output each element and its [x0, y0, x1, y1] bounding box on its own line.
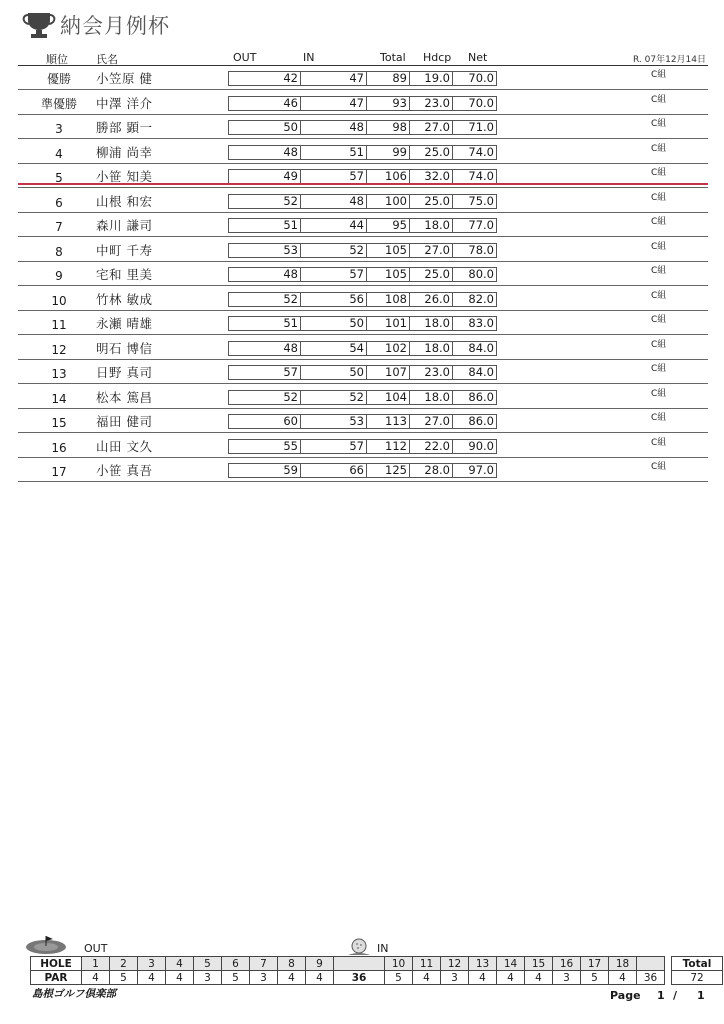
- net-score: 80.0: [468, 267, 494, 281]
- in-score: 48: [301, 195, 367, 208]
- header-name: 氏名: [96, 53, 118, 66]
- net-score: 71.0: [468, 120, 494, 134]
- score-box: [228, 292, 497, 307]
- total-score: 105: [367, 268, 410, 281]
- total-score: 108: [367, 293, 410, 306]
- score-box: [228, 145, 497, 160]
- group-label: C組: [651, 217, 667, 227]
- player-name: 山田 文久: [96, 438, 153, 454]
- hole-number: 16: [553, 957, 581, 971]
- in-score: 52: [301, 244, 367, 257]
- group-label: C組: [651, 168, 667, 178]
- net-score: 83.0: [468, 316, 494, 330]
- group-label: C組: [651, 241, 667, 252]
- par-value: 5: [222, 971, 250, 985]
- rank: 15: [51, 416, 67, 430]
- rank: 優勝: [46, 72, 71, 86]
- hole-number: 7: [250, 957, 278, 971]
- score-box: [228, 439, 497, 454]
- hole-number: 10: [385, 957, 413, 971]
- group-label: C組: [651, 266, 667, 276]
- page-separator: /: [673, 989, 678, 1002]
- in-score: 56: [301, 293, 367, 306]
- out-score: 52: [229, 195, 301, 208]
- par-value: 4: [82, 971, 110, 985]
- group-label: C組: [651, 70, 667, 80]
- net-score: 70.0: [468, 71, 494, 85]
- total-score: 101: [367, 317, 410, 330]
- in-score: 66: [301, 464, 367, 477]
- player-name: 柳浦 尚幸: [96, 144, 153, 160]
- table-row: [0, 458, 724, 482]
- group-label: C組: [651, 290, 667, 301]
- par-value: 4: [138, 971, 166, 985]
- par-value: 5: [385, 971, 413, 985]
- hole-number: 8: [278, 957, 306, 971]
- out-total-hole-cell: [334, 957, 385, 971]
- table-row: [0, 189, 724, 213]
- score-box: [228, 194, 497, 209]
- out-score: 57: [229, 366, 301, 379]
- player-name: 松本 篤昌: [96, 389, 153, 405]
- rank: 5: [55, 171, 63, 185]
- par-value: 4: [525, 971, 553, 985]
- hdcp-score: 22.0: [410, 440, 453, 453]
- in-score: 53: [301, 415, 367, 428]
- hdcp-score: 19.0: [410, 72, 453, 85]
- title-text: 納会月例杯: [60, 14, 170, 38]
- in-score: 52: [301, 391, 367, 404]
- group-label: C組: [651, 143, 667, 154]
- hole-number: 14: [497, 957, 525, 971]
- in-score: 50: [301, 366, 367, 379]
- par-value: 5: [110, 971, 138, 985]
- rank: 10: [51, 293, 67, 308]
- hdcp-score: 25.0: [410, 146, 453, 159]
- par-value: 3: [441, 971, 469, 985]
- score-box: [228, 414, 497, 429]
- row-divider: [18, 481, 708, 482]
- rank: 9: [55, 269, 63, 283]
- rank: 7: [55, 220, 63, 234]
- hdcp-score: 27.0: [410, 121, 453, 134]
- group-label: C組: [651, 364, 667, 374]
- table-row: [0, 238, 724, 262]
- table-row: [0, 287, 724, 311]
- hdcp-score: 27.0: [410, 244, 453, 257]
- hole-number: 5: [194, 957, 222, 971]
- par-value: 4: [306, 971, 334, 985]
- group-label: C組: [651, 94, 667, 105]
- gap-cell: [665, 971, 672, 985]
- score-box: [228, 365, 497, 380]
- score-box: [228, 341, 497, 356]
- group-label: C組: [651, 388, 667, 399]
- out-score: 60: [229, 415, 301, 428]
- out-score: 52: [229, 391, 301, 404]
- table-header: [0, 51, 724, 65]
- rank: 14: [51, 391, 67, 406]
- total-score: 100: [367, 195, 410, 208]
- group-label: C組: [651, 339, 667, 350]
- in-score: 50: [301, 317, 367, 330]
- table-row: [0, 336, 724, 360]
- score-box: [228, 243, 497, 258]
- in-score: 47: [301, 97, 367, 110]
- par-value: 4: [469, 971, 497, 985]
- out-score: 48: [229, 268, 301, 281]
- in-score: 48: [301, 121, 367, 134]
- hdcp-score: 25.0: [410, 268, 453, 281]
- net-score: 90.0: [468, 438, 494, 453]
- hdcp-score: 18.0: [410, 391, 453, 404]
- net-score: 74.0: [468, 144, 494, 159]
- page-total: 1: [697, 989, 705, 1002]
- hole-number: 15: [525, 957, 553, 971]
- header-rank: 順位: [46, 53, 68, 66]
- in-label: IN: [377, 942, 389, 955]
- total-score: 107: [367, 366, 410, 379]
- total-label: Total: [672, 957, 723, 971]
- document-title: [20, 10, 170, 40]
- total-score: 98: [367, 121, 410, 134]
- net-score: 84.0: [468, 340, 494, 355]
- page-label: Page: [610, 989, 641, 1002]
- net-score: 78.0: [468, 242, 494, 257]
- table-row: [0, 311, 724, 335]
- rank: 17: [51, 465, 67, 479]
- player-name: 明石 博信: [96, 340, 153, 356]
- hole-number: 12: [441, 957, 469, 971]
- out-score: 48: [229, 342, 301, 355]
- table-row: [0, 262, 724, 286]
- net-score: 75.0: [468, 193, 494, 208]
- hdcp-score: 18.0: [410, 219, 453, 232]
- player-name: 勝部 顕一: [96, 120, 153, 135]
- rank: 3: [55, 122, 63, 136]
- hdcp-score: 25.0: [410, 195, 453, 208]
- net-score: 82.0: [468, 291, 494, 306]
- par-row: [31, 971, 723, 985]
- group-label: C組: [651, 462, 667, 472]
- score-box: [228, 463, 497, 478]
- table-row: [0, 434, 724, 458]
- out-score: 51: [229, 219, 301, 232]
- total-score: 125: [367, 464, 410, 477]
- in-score: 54: [301, 342, 367, 355]
- rank: 16: [51, 440, 67, 455]
- rank: 11: [51, 318, 67, 332]
- net-score: 84.0: [468, 365, 494, 379]
- gap-cell: [665, 957, 672, 971]
- group-label: C組: [651, 119, 667, 129]
- net-score: 97.0: [468, 463, 494, 477]
- net-score: 86.0: [468, 414, 494, 428]
- player-name: 福田 健司: [96, 414, 153, 429]
- table-row: [0, 409, 724, 433]
- par-value: 4: [413, 971, 441, 985]
- par-value: 3: [553, 971, 581, 985]
- hole-number: 4: [166, 957, 194, 971]
- in-total-hole-cell: [637, 957, 665, 971]
- table-row: [0, 91, 724, 115]
- net-score: 77.0: [468, 218, 494, 232]
- hole-number: 1: [82, 957, 110, 971]
- par-value: 5: [581, 971, 609, 985]
- green-flag-icon: [24, 934, 68, 956]
- hole-label: HOLE: [31, 957, 82, 971]
- hole-number: 3: [138, 957, 166, 971]
- total-score: 95: [367, 219, 410, 232]
- net-score: 70.0: [468, 95, 494, 110]
- hdcp-score: 23.0: [410, 97, 453, 110]
- table-row: [0, 66, 724, 90]
- total-score: 106: [367, 170, 410, 183]
- out-score: 49: [229, 170, 301, 183]
- out-score: 59: [229, 464, 301, 477]
- score-box: [228, 120, 497, 135]
- hole-number: 9: [306, 957, 334, 971]
- player-name: 日野 真司: [96, 365, 153, 380]
- rank: 6: [55, 195, 63, 210]
- header-total: Total: [380, 51, 406, 64]
- total-score: 89: [367, 72, 410, 85]
- header-hdcp: Hdcp: [423, 51, 452, 64]
- player-name: 宅和 里美: [96, 267, 153, 282]
- hdcp-score: 27.0: [410, 415, 453, 428]
- total-score: 102: [367, 342, 410, 355]
- player-name: 森川 謙司: [96, 218, 153, 233]
- header-out: OUT: [233, 51, 257, 64]
- event-date: R. 07年12月14日: [632, 55, 706, 65]
- in-score: 57: [301, 170, 367, 183]
- group-label: C組: [651, 192, 667, 203]
- header-net: Net: [468, 51, 488, 64]
- out-score: 42: [229, 72, 301, 85]
- red-marker-line: [18, 183, 708, 185]
- rank: 12: [51, 342, 67, 357]
- in-score: 57: [301, 268, 367, 281]
- out-score: 50: [229, 121, 301, 134]
- group-label: C組: [651, 413, 667, 423]
- hdcp-score: 18.0: [410, 317, 453, 330]
- net-score: 74.0: [468, 169, 494, 183]
- in-score: 57: [301, 440, 367, 453]
- hdcp-score: 28.0: [410, 464, 453, 477]
- score-box: [228, 169, 497, 184]
- hdcp-score: 32.0: [410, 170, 453, 183]
- hole-number: 2: [110, 957, 138, 971]
- par-value: 3: [194, 971, 222, 985]
- table-row: [0, 213, 724, 237]
- score-box: [228, 71, 497, 86]
- hole-number: 6: [222, 957, 250, 971]
- player-name: 中澤 洋介: [96, 95, 153, 111]
- par-value: 3: [250, 971, 278, 985]
- par-table: [30, 956, 723, 985]
- golf-ball-icon: [346, 938, 372, 958]
- player-name: 小笠原 健: [96, 71, 153, 86]
- score-box: [228, 267, 497, 282]
- score-box: [228, 390, 497, 405]
- in-score: 51: [301, 146, 367, 159]
- out-score: 55: [229, 440, 301, 453]
- hdcp-score: 18.0: [410, 342, 453, 355]
- par-value: 4: [497, 971, 525, 985]
- total-score: 104: [367, 391, 410, 404]
- player-name: 永瀬 晴雄: [96, 316, 153, 331]
- table-row: [0, 360, 724, 384]
- in-par-total: 36: [637, 971, 665, 985]
- score-box: [228, 96, 497, 111]
- total-par: 72: [672, 971, 723, 985]
- out-score: 48: [229, 146, 301, 159]
- par-label: PAR: [31, 971, 82, 985]
- group-label: C組: [651, 437, 667, 448]
- out-score: 51: [229, 317, 301, 330]
- rank: 準優勝: [40, 96, 77, 111]
- hole-number: 18: [609, 957, 637, 971]
- hdcp-score: 23.0: [410, 366, 453, 379]
- score-box: [228, 316, 497, 331]
- hole-number: 13: [469, 957, 497, 971]
- table-row: [0, 115, 724, 139]
- player-name: 竹林 敏成: [96, 291, 153, 307]
- table-row: [0, 385, 724, 409]
- net-score: 86.0: [468, 389, 494, 404]
- trophy-icon: [20, 10, 58, 40]
- rank: 4: [55, 146, 63, 161]
- header-in: IN: [303, 51, 315, 64]
- total-score: 99: [367, 146, 410, 159]
- out-score: 46: [229, 97, 301, 110]
- hole-number: 17: [581, 957, 609, 971]
- out-score: 53: [229, 244, 301, 257]
- rank: 8: [55, 244, 63, 259]
- par-value: 4: [278, 971, 306, 985]
- in-score: 47: [301, 72, 367, 85]
- total-score: 112: [367, 440, 410, 453]
- player-name: 小笹 知美: [96, 169, 153, 184]
- hole-number: 11: [413, 957, 441, 971]
- total-score: 105: [367, 244, 410, 257]
- in-score: 44: [301, 219, 367, 232]
- page-current: 1: [657, 989, 665, 1002]
- par-value: 4: [166, 971, 194, 985]
- player-name: 小笹 真吾: [96, 463, 153, 478]
- total-score: 93: [367, 97, 410, 110]
- out-label: OUT: [84, 942, 108, 955]
- par-value: 4: [609, 971, 637, 985]
- club-name: 島根ゴルフ倶楽部: [32, 988, 116, 1000]
- rank: 13: [51, 367, 67, 381]
- out-score: 52: [229, 293, 301, 306]
- player-name: 山根 和宏: [96, 193, 153, 209]
- out-par-total: 36: [334, 971, 385, 985]
- group-label: C組: [651, 315, 667, 325]
- score-box: [228, 218, 497, 233]
- table-row: [0, 140, 724, 164]
- hole-row: [31, 957, 723, 971]
- player-name: 中町 千寿: [96, 242, 153, 258]
- hdcp-score: 26.0: [410, 293, 453, 306]
- total-score: 113: [367, 415, 410, 428]
